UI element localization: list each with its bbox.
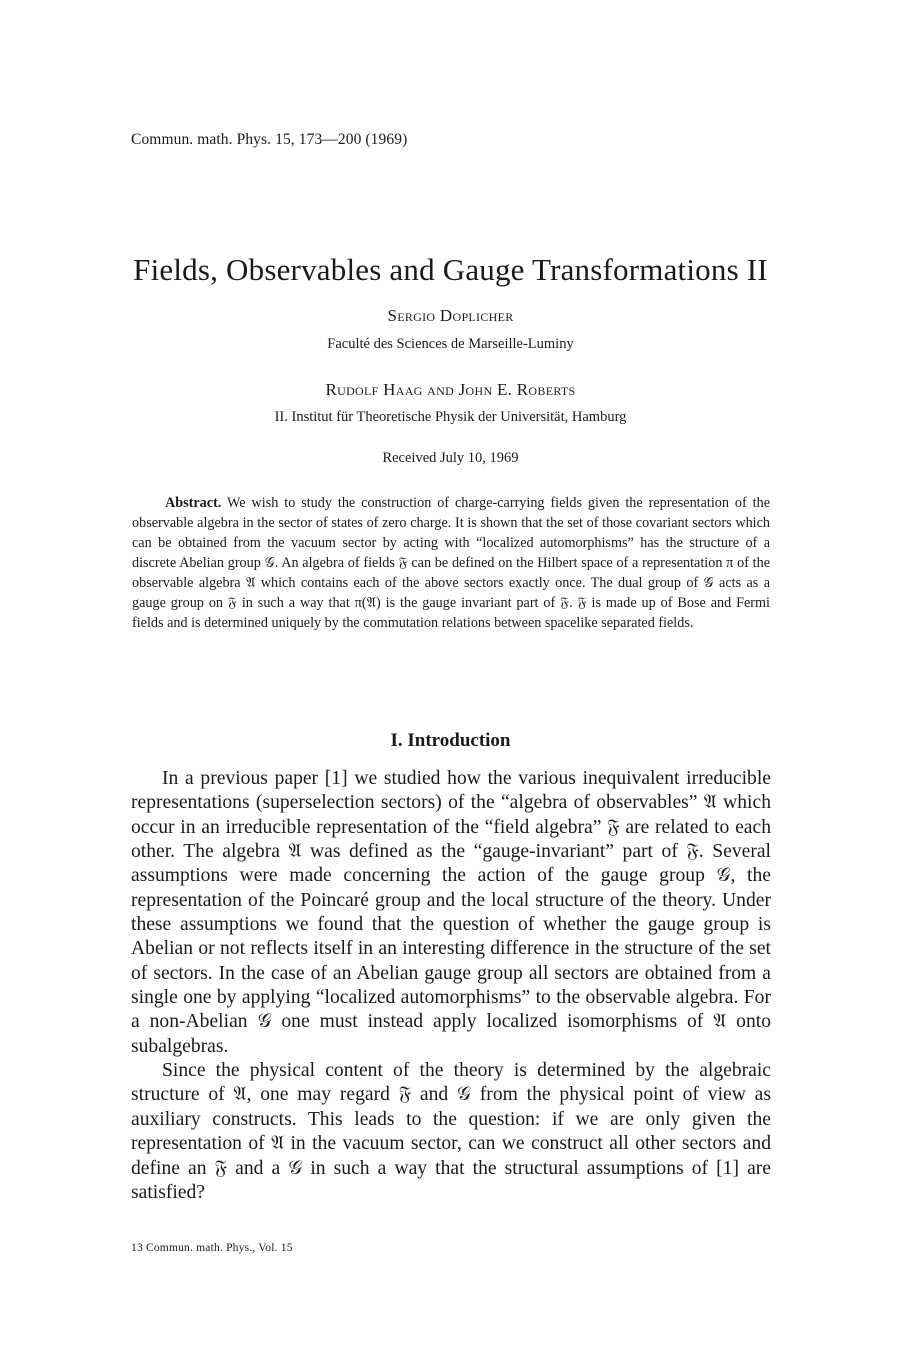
author-line-2: Rudolf Haag and John E. Roberts	[325, 380, 576, 399]
author-line-1: Sergio Doplicher	[387, 306, 514, 325]
paper-title: Fields, Observables and Gauge Transformations II	[133, 252, 768, 287]
journal-citation: Commun. math. Phys. 15, 173—200 (1969)	[131, 131, 408, 148]
affiliation-line-1: Faculté des Sciences de Marseille-Luminy	[327, 336, 574, 352]
paragraph-1: In a previous paper [1] we studied how the various inequivalent irreducible representations (superselection sectors) of the “algebra of observables” 𝔄 which occur in an irreducible representation of the “field algebra” 𝔉 are related to each other. The algebra 𝔄 was defined as the “gauge-invariant” part of 𝔉. Several assumptions were made concerning the action of the gauge group 𝒢, the representation of the Poincaré group and the local structure of the theory. Under these assumptions we found that the question of whether the gauge group is Abelian or not reflects itself in an interesting difference in the structure of the set of sectors. In the case of an Abelian gauge group all sectors are obtained from a single one by applying “localized automorphisms” to the observable algebra. For a non-Abelian 𝒢 one must instead apply localized isomorphisms of 𝔄 onto subalgebras.	[131, 768, 771, 1057]
received-date: Received July 10, 1969	[382, 450, 519, 466]
abstract-text: We wish to study the construction of charge-carrying fields given the representation of the observable algebra in the sector of states of zero charge. It is shown that the set of those covariant sectors which can be obtained from the vacuum sector by acting with “localized automorphisms” has the structure of a discrete Abelian group 𝒢. An algebra of fields 𝔉 can be defined on the Hilbert space of a representation π of the observable algebra 𝔄 which contains each of the above sectors exactly once. The dual group of 𝒢 acts as a gauge group on 𝔉 in such a way that π(𝔄) is the gauge invariant part of 𝔉. 𝔉 is made up of Bose and Fermi fields and is determined uniquely by the commutation relations between spacelike separated fields.	[132, 495, 770, 631]
abstract-label: Abstract.	[165, 495, 222, 511]
abstract	[132, 493, 770, 633]
page-footer: 13 Commun. math. Phys., Vol. 15	[131, 1242, 293, 1254]
section-heading: I. Introduction	[390, 730, 511, 751]
affiliation-line-2: II. Institut für Theoretische Physik der Universität, Hamburg	[274, 409, 627, 425]
section-body	[131, 767, 771, 1205]
paragraph-2: Since the physical content of the theory is determined by the algebraic structure of 𝔄, one may regard 𝔉 and 𝒢 from the physical point of view as auxiliary constructs. This leads to the question: if we are only given the representation of 𝔄 in the vacuum sector, can we construct all other sectors and define an 𝔉 and a 𝒢 in such a way that the structural assumptions of [1] are satisfied?	[131, 1060, 771, 1203]
